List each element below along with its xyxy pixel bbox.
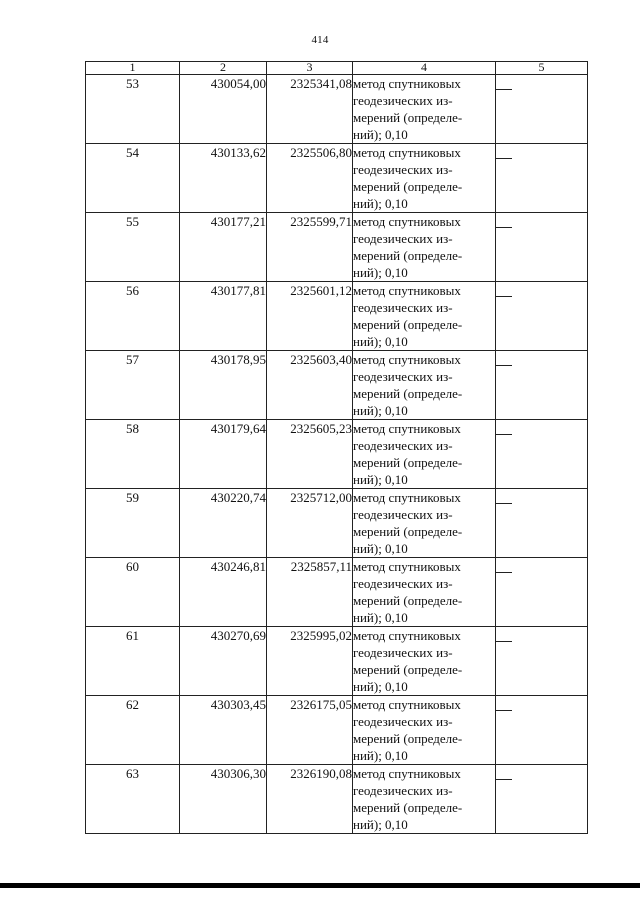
table-body [86, 75, 588, 834]
point-number: 58 [86, 420, 180, 489]
method-line: ний); 0,10 [353, 541, 408, 556]
method-line: мерений (определе- [353, 248, 463, 263]
method-accuracy [353, 627, 496, 696]
note-cell [496, 420, 588, 489]
method-line: геодезических из- [353, 231, 453, 246]
coordinate-x: 430179,64 [180, 420, 267, 489]
note-cell [496, 765, 588, 834]
method-line: геодезических из- [353, 93, 453, 108]
column-header: 3 [267, 62, 353, 75]
method-accuracy [353, 351, 496, 420]
method-line: геодезических из- [353, 783, 453, 798]
dash-mark [496, 572, 512, 573]
table-row [86, 558, 588, 627]
coordinate-y: 2326175,05 [267, 696, 353, 765]
method-line: метод спутниковых [353, 697, 461, 712]
coordinate-x: 430270,69 [180, 627, 267, 696]
coordinates-table [85, 61, 588, 834]
dash-mark [496, 296, 512, 297]
coordinate-y: 2325605,23 [267, 420, 353, 489]
method-line: ний); 0,10 [353, 265, 408, 280]
method-line: мерений (определе- [353, 800, 463, 815]
coordinate-y: 2325601,12 [267, 282, 353, 351]
dash-mark [496, 365, 512, 366]
method-line: метод спутниковых [353, 766, 461, 781]
method-line: ний); 0,10 [353, 127, 408, 142]
bottom-rule [0, 883, 640, 888]
point-number: 53 [86, 75, 180, 144]
method-line: мерений (определе- [353, 593, 463, 608]
method-line: ний); 0,10 [353, 196, 408, 211]
method-line: геодезических из- [353, 645, 453, 660]
method-line: геодезических из- [353, 300, 453, 315]
method-accuracy [353, 282, 496, 351]
method-line: ний); 0,10 [353, 679, 408, 694]
dash-mark [496, 158, 512, 159]
note-cell [496, 144, 588, 213]
coordinate-x: 430054,00 [180, 75, 267, 144]
coordinate-x: 430303,45 [180, 696, 267, 765]
column-header: 5 [496, 62, 588, 75]
method-line: мерений (определе- [353, 455, 463, 470]
method-line: ний); 0,10 [353, 403, 408, 418]
dash-mark [496, 89, 512, 90]
method-accuracy [353, 765, 496, 834]
coordinate-x: 430306,30 [180, 765, 267, 834]
method-accuracy [353, 420, 496, 489]
coordinate-x: 430133,62 [180, 144, 267, 213]
point-number: 54 [86, 144, 180, 213]
dash-mark [496, 434, 512, 435]
note-cell [496, 627, 588, 696]
method-line: ний); 0,10 [353, 748, 408, 763]
table-row [86, 489, 588, 558]
coordinate-y: 2325599,71 [267, 213, 353, 282]
method-line: метод спутниковых [353, 421, 461, 436]
method-line: метод спутниковых [353, 559, 461, 574]
coordinate-x: 430246,81 [180, 558, 267, 627]
method-accuracy [353, 213, 496, 282]
table-row [86, 75, 588, 144]
method-line: метод спутниковых [353, 283, 461, 298]
coordinate-y: 2326190,08 [267, 765, 353, 834]
method-line: ний); 0,10 [353, 334, 408, 349]
method-line: мерений (определе- [353, 662, 463, 677]
point-number: 55 [86, 213, 180, 282]
note-cell [496, 696, 588, 765]
coordinate-y: 2325712,00 [267, 489, 353, 558]
dash-mark [496, 641, 512, 642]
method-accuracy [353, 696, 496, 765]
point-number: 63 [86, 765, 180, 834]
table-row [86, 765, 588, 834]
method-line: ний); 0,10 [353, 817, 408, 832]
method-accuracy [353, 558, 496, 627]
coordinate-y: 2325506,80 [267, 144, 353, 213]
table-row [86, 213, 588, 282]
dash-mark [496, 779, 512, 780]
note-cell [496, 282, 588, 351]
table-row [86, 144, 588, 213]
table-row [86, 282, 588, 351]
point-number: 62 [86, 696, 180, 765]
method-line: мерений (определе- [353, 110, 463, 125]
point-number: 60 [86, 558, 180, 627]
method-line: геодезических из- [353, 438, 453, 453]
dash-mark [496, 710, 512, 711]
column-header: 4 [353, 62, 496, 75]
note-cell [496, 489, 588, 558]
method-line: геодезических из- [353, 369, 453, 384]
coordinate-x: 430177,81 [180, 282, 267, 351]
coordinate-x: 430178,95 [180, 351, 267, 420]
page-number: 414 [311, 34, 329, 46]
point-number: 57 [86, 351, 180, 420]
method-line: мерений (определе- [353, 386, 463, 401]
point-number: 56 [86, 282, 180, 351]
coordinate-x: 430177,21 [180, 213, 267, 282]
method-line: геодезических из- [353, 714, 453, 729]
method-accuracy [353, 75, 496, 144]
point-number: 59 [86, 489, 180, 558]
method-line: метод спутниковых [353, 214, 461, 229]
dash-mark [496, 227, 512, 228]
table-header-row [86, 62, 588, 75]
coordinate-y: 2325995,02 [267, 627, 353, 696]
table-row [86, 627, 588, 696]
method-line: метод спутниковых [353, 76, 461, 91]
dash-mark [496, 503, 512, 504]
method-line: метод спутниковых [353, 628, 461, 643]
method-accuracy [353, 144, 496, 213]
note-cell [496, 558, 588, 627]
method-line: ний); 0,10 [353, 472, 408, 487]
note-cell [496, 351, 588, 420]
method-line: геодезических из- [353, 507, 453, 522]
note-cell [496, 213, 588, 282]
point-number: 61 [86, 627, 180, 696]
method-accuracy [353, 489, 496, 558]
method-line: ний); 0,10 [353, 610, 408, 625]
method-line: мерений (определе- [353, 731, 463, 746]
coordinate-y: 2325341,08 [267, 75, 353, 144]
method-line: метод спутниковых [353, 352, 461, 367]
method-line: геодезических из- [353, 162, 453, 177]
method-line: мерений (определе- [353, 317, 463, 332]
coordinate-y: 2325857,11 [267, 558, 353, 627]
method-line: метод спутниковых [353, 145, 461, 160]
table-row [86, 420, 588, 489]
column-header: 1 [86, 62, 180, 75]
column-header: 2 [180, 62, 267, 75]
coordinate-y: 2325603,40 [267, 351, 353, 420]
method-line: метод спутниковых [353, 490, 461, 505]
coordinate-x: 430220,74 [180, 489, 267, 558]
table-row [86, 696, 588, 765]
method-line: мерений (определе- [353, 179, 463, 194]
table-row [86, 351, 588, 420]
method-line: геодезических из- [353, 576, 453, 591]
method-line: мерений (определе- [353, 524, 463, 539]
note-cell [496, 75, 588, 144]
